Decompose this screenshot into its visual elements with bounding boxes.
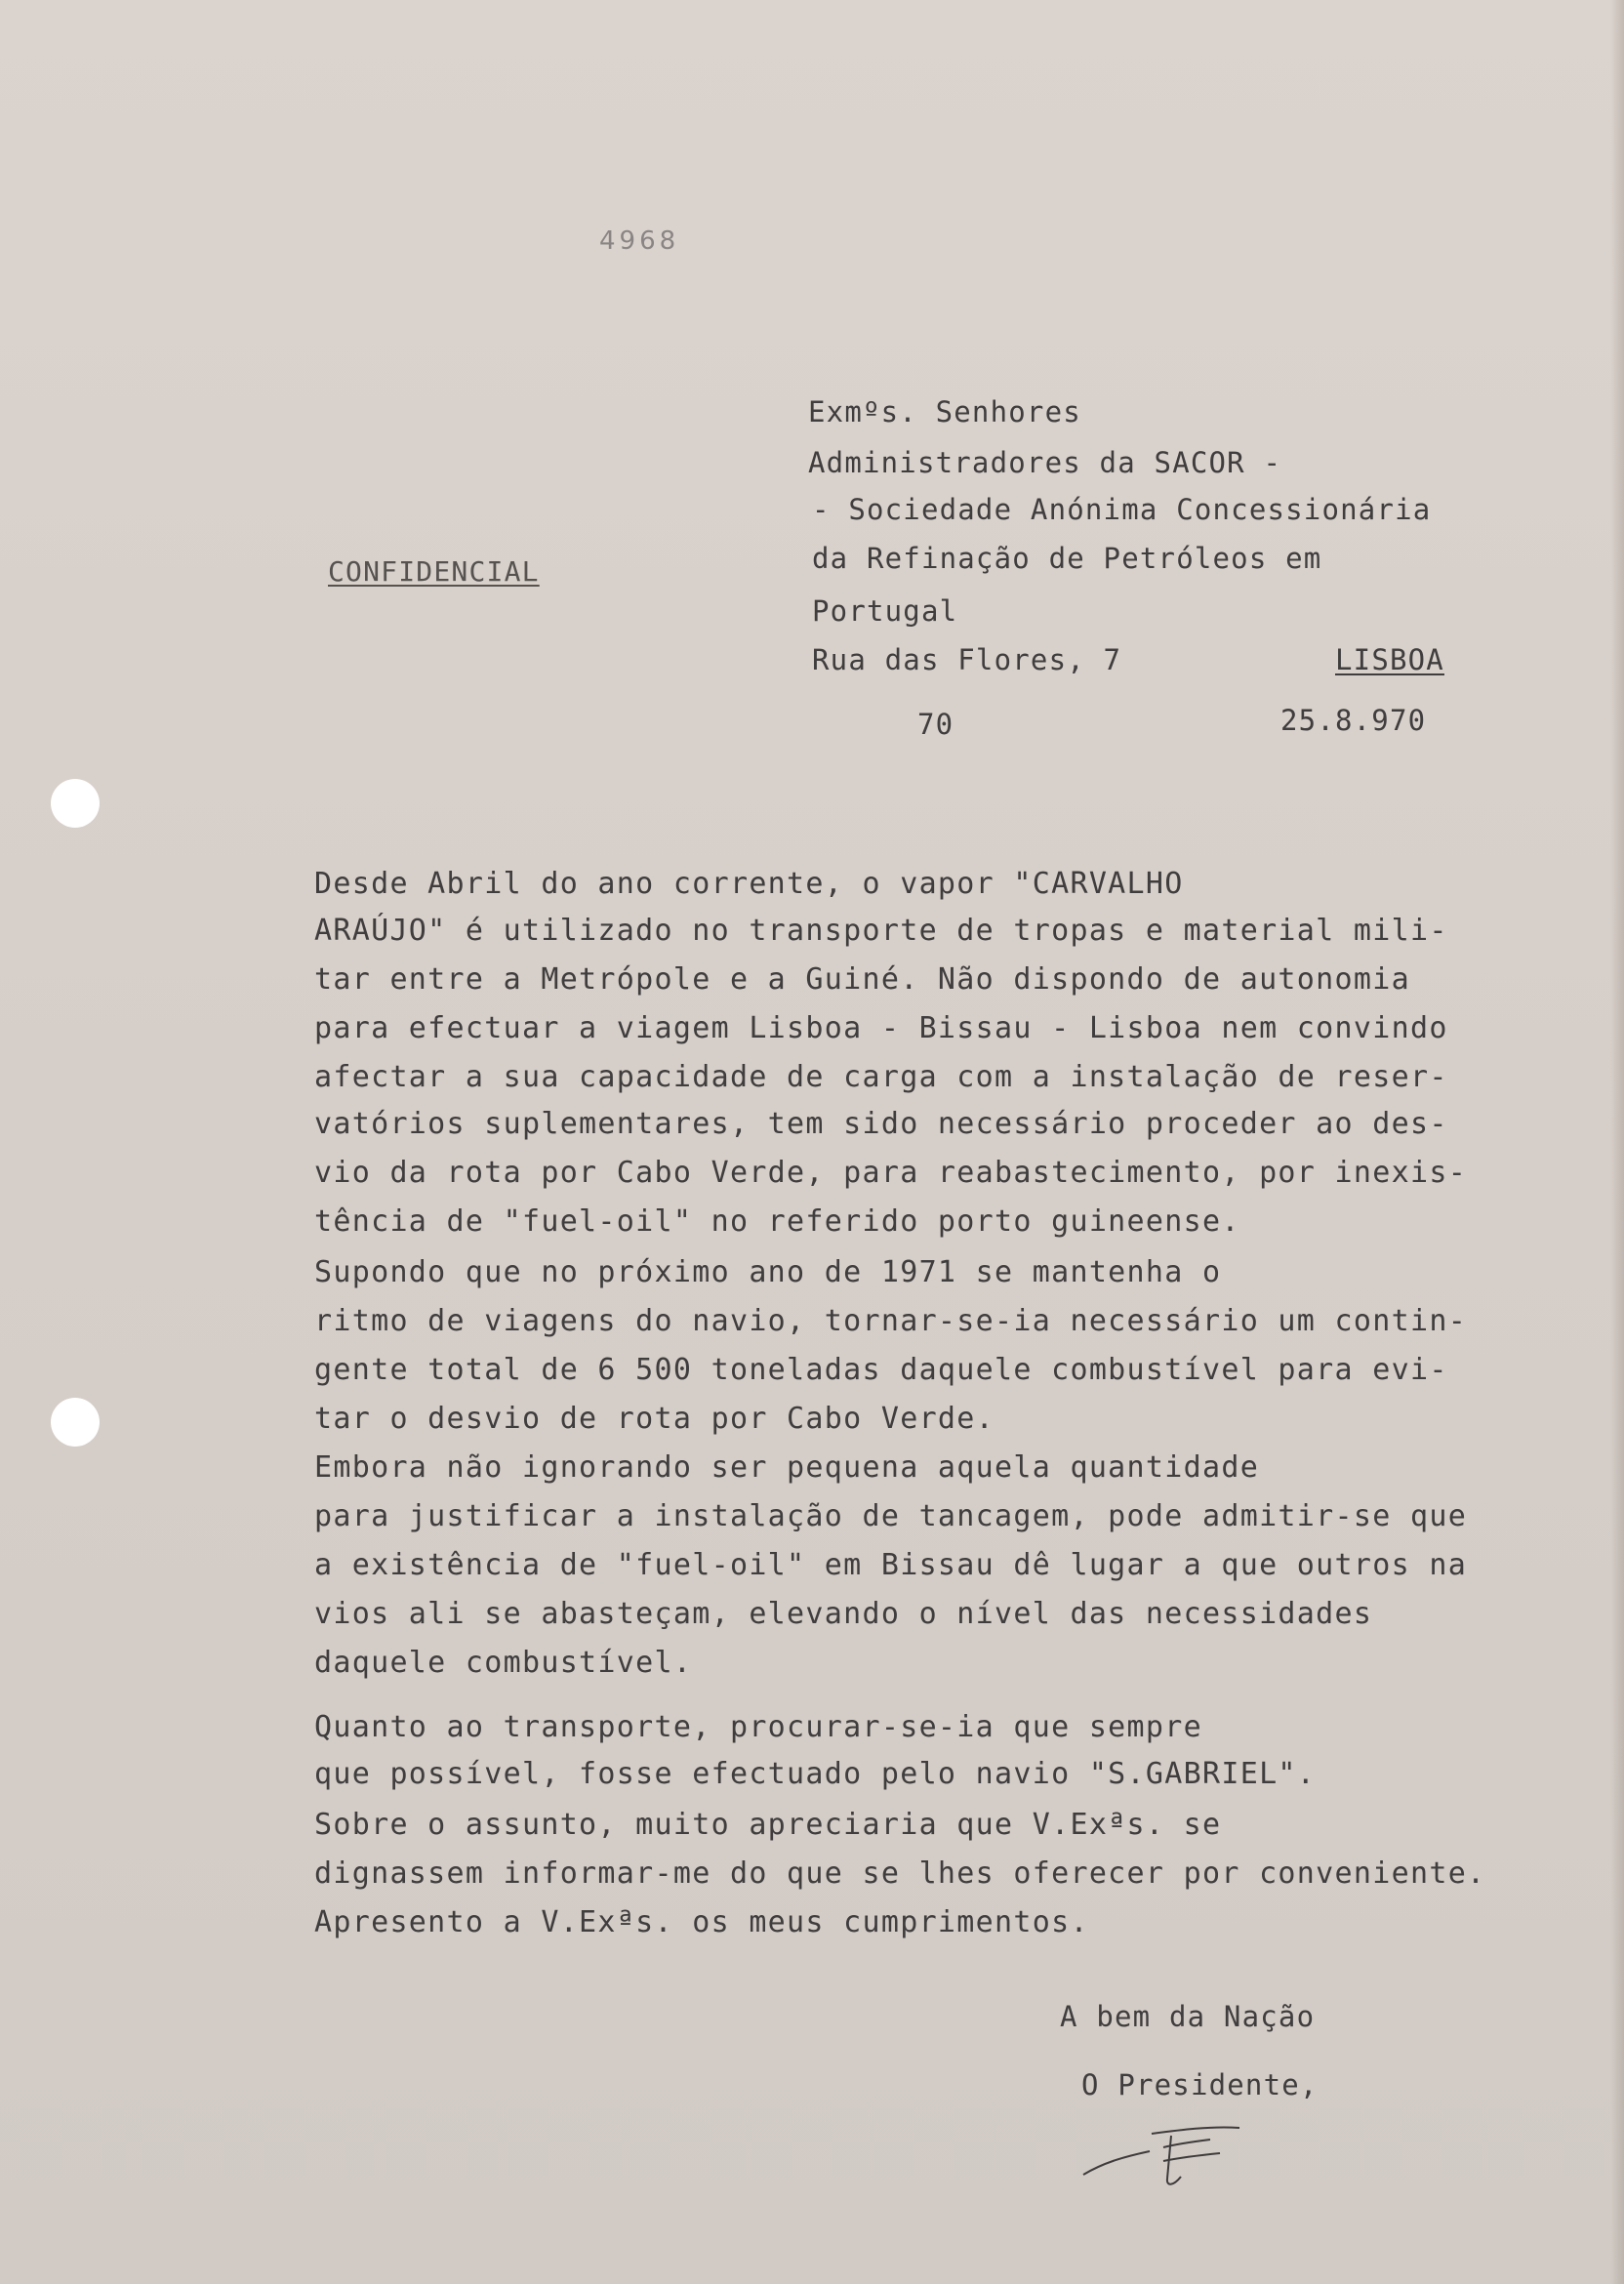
signature-mark bbox=[1074, 2118, 1269, 2196]
body-line: que possível, fosse efectuado pelo navio "S.GABRIEL". bbox=[314, 1757, 1317, 1791]
body-line: daquele combustível. bbox=[314, 1646, 693, 1680]
closing-line: A bem da Nação bbox=[1060, 2000, 1316, 2033]
punch-hole-top bbox=[51, 779, 100, 828]
body-line: gente total de 6 500 toneladas daquele combustível para evi- bbox=[314, 1353, 1448, 1387]
body-line: tência de "fuel-oil" no referido porto guineense. bbox=[314, 1204, 1240, 1239]
body-line: tar o desvio de rota por Cabo Verde. bbox=[314, 1402, 995, 1436]
body-line: afectar a sua capacidade de carga com a instalação de reser- bbox=[314, 1060, 1448, 1094]
body-line: para efectuar a viagem Lisboa - Bissau - Lisboa nem convindo bbox=[314, 1011, 1448, 1045]
body-line: Sobre o assunto, muito apreciaria que V.Exªs. se bbox=[314, 1808, 1222, 1842]
recipient-line-2: Administradores da SACOR - bbox=[808, 446, 1282, 479]
body-line: ARAÚJO" é utilizado no transporte de tropas e material mili- bbox=[314, 914, 1448, 948]
body-line: dignassem informar-me do que se lhes oferecer por conveniente. bbox=[314, 1856, 1486, 1891]
body-line: a existência de "fuel-oil" em Bissau dê lugar a que outros na bbox=[314, 1548, 1468, 1582]
body-line: vio da rota por Cabo Verde, para reabastecimento, por inexis- bbox=[314, 1156, 1468, 1190]
body-line: Quanto ao transporte, procurar-se-ia que sempre bbox=[314, 1710, 1202, 1744]
body-line: Embora não ignorando ser pequena aquela quantidade bbox=[314, 1450, 1260, 1485]
body-line: Desde Abril do ano corrente, o vapor "CARVALHO bbox=[314, 867, 1184, 901]
recipient-line-5: Portugal bbox=[812, 594, 958, 628]
stamp-number: 4968 bbox=[599, 226, 680, 256]
body-line: Supondo que no próximo ano de 1971 se mantenha o bbox=[314, 1255, 1222, 1289]
body-line: tar entre a Metrópole e a Guiné. Não dispondo de autonomia bbox=[314, 962, 1410, 997]
letter-date: 25.8.970 bbox=[1280, 704, 1427, 737]
recipient-line-3: - Sociedade Anónima Concessionária bbox=[812, 493, 1432, 526]
body-line: ritmo de viagens do navio, tornar-se-ia necessário um contin- bbox=[314, 1304, 1468, 1338]
reference-number: 70 bbox=[917, 708, 954, 741]
recipient-city: LISBOA bbox=[1335, 643, 1444, 676]
page-edge-shadow bbox=[1610, 0, 1624, 2284]
signatory-title: O Presidente, bbox=[1081, 2068, 1319, 2101]
recipient-street: Rua das Flores, 7 bbox=[812, 643, 1122, 676]
classification-label: CONFIDENCIAL bbox=[328, 555, 540, 588]
body-line: para justificar a instalação de tancagem, pode admitir-se que bbox=[314, 1499, 1468, 1533]
recipient-line-4: da Refinação de Petróleos em bbox=[812, 542, 1322, 575]
body-line: vatórios suplementares, tem sido necessário proceder ao des- bbox=[314, 1107, 1448, 1141]
recipient-line-1: Exmºs. Senhores bbox=[808, 395, 1081, 428]
punch-hole-bottom bbox=[51, 1398, 100, 1447]
body-line: vios ali se abasteçam, elevando o nível das necessidades bbox=[314, 1597, 1373, 1631]
body-line: Apresento a V.Exªs. os meus cumprimentos. bbox=[314, 1905, 1089, 1939]
